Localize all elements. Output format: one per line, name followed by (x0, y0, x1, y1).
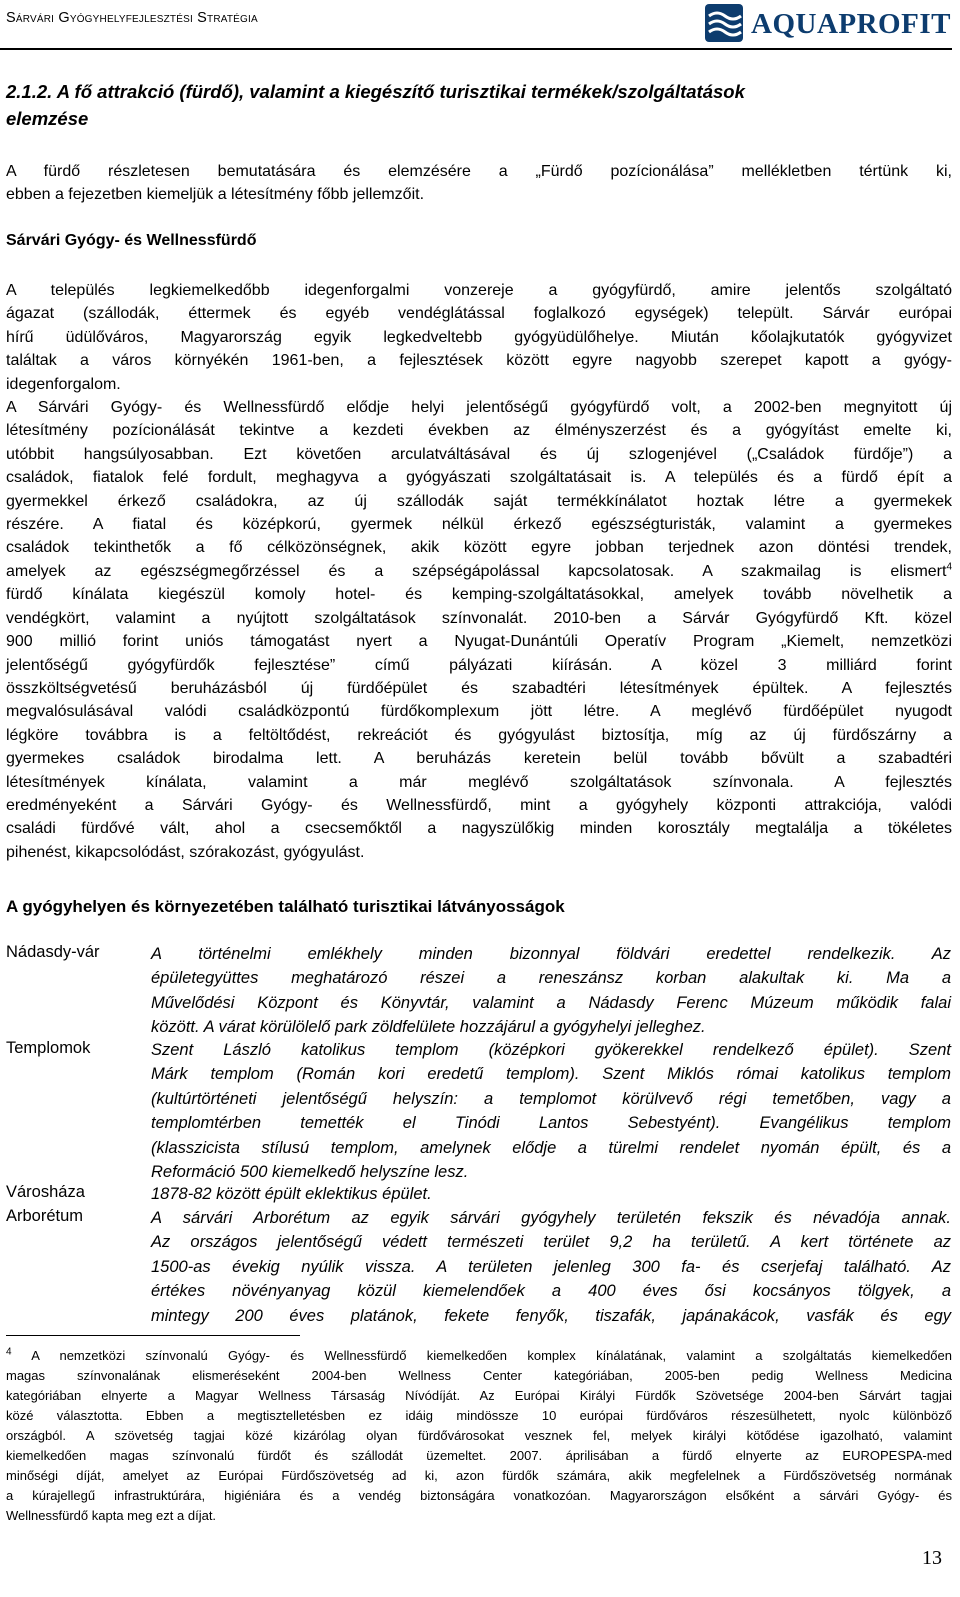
text-line: értékes növényanyag közül kiemelendőek a 400 éves ősi kocsányos tölgyek, a (151, 1282, 951, 1301)
footnote-line: magas színvonalának elismeréseként 2004-ben Wellness Center kategóriában, 2005-ben pedig Wellness Medicina (6, 1368, 952, 1383)
aquaprofit-logo (705, 2, 955, 46)
text-line: amelyek az egészségmegőrzéssel és a szépségápolással kapcsolatosak. A szakmailag is elismert (6, 562, 947, 580)
text-line: A település legkiemelkedőbb idegenforgalmi vonzereje a gyógyfürdő, amire jelentős szolgáltató (6, 282, 952, 299)
text-line: ebben a fejezetben kiemeljük a létesítmény főbb jellemzőit. (6, 186, 425, 204)
text-line: családok tekinthetők a fő célközönségnek, akik között egyre jobban terjednek azon döntési trendek, (6, 539, 952, 557)
text-line: vendégkört, valamint a nyújtott szolgáltatások színvonalát. 2010-ben a Sárvár Gyógyfürdő Kft. közel (6, 609, 952, 627)
text-line: 1500-as évekig nyúlik vissza. A területen jelenleg 300 fa- és cserjefaj található. Az (151, 1257, 951, 1276)
text-line: Márk templom (Román kori eredetű templom). Szent Miklós római katolikus templom (151, 1065, 951, 1084)
attractions-heading: A gyógyhelyen és környezetében található turisztikai látványosságok (6, 897, 565, 916)
footnote (6, 1346, 952, 1526)
footnote-line: közé választotta. Ebben a megtisztelletésben ez idáig mindössze 10 európai fürdőváros részesülhetett, nyolc különböző (6, 1408, 952, 1423)
attraction-term: Arborétum (6, 1207, 84, 1225)
logo-emblem-icon (705, 4, 745, 44)
text-line: Szent László katolikus templom (középkori gyökerekkel rendelkező épület). Szent (151, 1041, 951, 1059)
footnote-line: a kúrajellegű infrastruktúrára, higiéniára és a vendég biztonságára vonatkozóan. Magyarországon elsőként a sárvári Gyógy- és (6, 1488, 952, 1503)
text-line-with-footnote (6, 560, 952, 583)
text-line: A nemzetközi színvonalú Gyógy- és Wellnessfürdő kiemelkedően komplex kínálatának, valamint a szolgáltatás kiemelkedően (31, 1348, 952, 1363)
footnote-line: országból. A szövetség tagjai közé kizárólag olyan fürdővárosokat vesznek fel, melyek királyi kötődése igazolható, valamint (6, 1428, 952, 1443)
footnote-separator (6, 1335, 300, 1336)
text-line: összköltségvetésű beruházásból új fürdőépület és szabadtéri létesítmények épültek. A fejlesztés (6, 679, 952, 697)
attraction-term: Városháza (6, 1183, 85, 1201)
text-line: templomtérben temették el Tinódi Lantos Sebestyént). Evangélikus templom (151, 1114, 951, 1133)
footnote-line: Wellnessfürdő kapta meg ezt a díjat. (6, 1508, 217, 1523)
text-line: gyermekes családok birodalma lett. A beruházás keretein belül tovább bővült a szabadtéri (6, 750, 952, 768)
text-line: hírű üdülőváros, Magyarország egyik legkedveltebb gyógyüdülőhelye. Miután kőolajkutatók gyógyvizet (6, 328, 952, 346)
text-line: idegenforgalom. (6, 375, 121, 393)
subheading: Sárvári Gyógy- és Wellnessfürdő (6, 232, 257, 249)
footnote-line (6, 1346, 952, 1366)
footnote-ref: 4 (946, 561, 952, 573)
section-heading (6, 78, 950, 132)
text-line: 1878-82 között épült eklektikus épület. (151, 1185, 432, 1203)
page-number: 13 (922, 1547, 942, 1569)
header-title: Sárvári Gyógyhelyfejlesztési Stratégia (6, 10, 258, 26)
text-line: Az országos jelentőségű védett természeti terület 9,2 ha területű. A kert története az (151, 1233, 951, 1252)
text-line: létesítmények kínálata, valamint a már meglévő szolgáltatások színvonala. A fejlesztés (6, 773, 952, 791)
intro-paragraph (6, 160, 952, 207)
attraction-term: Templomok (6, 1039, 91, 1057)
text-line: ágazat (szállodák, éttermek és egyéb vendéglátással foglalkozó egységek) települt. Sárvár európai (6, 305, 952, 323)
text-line: gyermekkel érkező családokra, az új szállodák saját termékkínálatot hoztak létre a gyermekek (6, 492, 952, 510)
attraction-description (151, 1182, 951, 1206)
footnote-line: minőségi díját, amelyet az Európai Fürdőszövetség ad ki, azon fürdők számára, akik megfelelnek a Fürdőszövetség normának (6, 1468, 952, 1483)
attraction-term: Nádasdy-vár (6, 943, 100, 961)
text-line: épületegyüttes meghatározó részei a reneszánsz korban alakultak ki. Ma a (151, 969, 951, 988)
text-line: A Sárvári Gyógy- és Wellnessfürdő elődje helyi jelentőségű gyógyfürdő volt, a 2002-ben megnyitott új (6, 399, 952, 417)
footnote-line: kategóriában elnyerte a Magyar Wellness Társaság Nívódíját. Az Európai Királyi Fürdők Szövetsége 2004-ben Sárvárt tagjai (6, 1388, 952, 1403)
logo-text: AQUAPROFIT (751, 8, 951, 40)
section-heading-line: elemzése (6, 108, 89, 129)
text-line: eredményeként a Sárvári Gyógy- és Wellnessfürdő, mint a gyógyhely központi attrakciója, valódi (6, 796, 952, 814)
text-line: utóbbit hangsúlyosabban. Ezt követően arculatváltásával és új szlogenjével („Családok fürdője”) a (6, 445, 952, 463)
text-line: Művelődési Központ és Könyvtár, valamint a Nádasdy Ferenc Múzeum működik falai (151, 993, 951, 1012)
attraction-description (151, 1206, 951, 1328)
text-line: légköre továbbra is a feltöltődést, rekreációt és gyógyulást biztosítja, míg az új fürdőszárny a (6, 726, 952, 744)
text-line: (kultúrtörténeti jelentőségű helyszín: a templomot körülvevő régi temetőben, vagy a (151, 1089, 951, 1108)
text-line: családi fürdővé vált, ahol a csecsemőktől a nagyszülőkig minden korosztály megtalálja a tökéletes (6, 820, 952, 838)
attraction-description (151, 942, 951, 1040)
body-paragraph (6, 279, 952, 864)
footnote-line: kiemelkedően magas színvonalú fürdőt és szállodát üzemeltet. 2007. áprilisában a fürdő elnyerte az EUROPESPA-med (6, 1448, 952, 1463)
text-line: A történelmi emlékhely minden bizonnyal földvári eredettel rendelkezik. Az (151, 945, 951, 963)
text-line: A fürdő részletesen bemutatására és elemzésére a „Fürdő pozícionálása” mellékletben tértünk ki, (6, 163, 952, 180)
text-line: találtak a város környékén 1961-ben, a fejlesztések között egyre nagyobb szerepet kapott a gyógy- (6, 352, 952, 370)
text-line: fürdő kínálata kiegészül komoly hotel- és kemping-szolgáltatásokkal, amelyek tovább növelhetik a (6, 586, 952, 604)
text-line: létesítmény pozícionálását tekintve a kezdeti években az élményszerzést és a gyógyítást emelte ki, (6, 422, 952, 440)
attraction-description (151, 1038, 951, 1184)
text-line: mintegy 200 éves platánok, fekete fenyők, tiszafák, japánakácok, vasfák és egy (151, 1306, 951, 1325)
footnote-number: 4 (6, 1346, 12, 1358)
text-line: jelentőségű gyógyfürdők fejlesztése” című pályázati kiírásán. A közel 3 milliárd forint (6, 656, 952, 674)
section-heading-line: 2.1.2. A fő attrakció (fürdő), valamint a kiegészítő turisztikai termékek/szolgáltatások (6, 81, 745, 102)
text-line: Reformáció 500 kiemelkedő helyszíne lesz. (151, 1163, 469, 1182)
header-rule (0, 48, 952, 50)
text-line: 900 millió forint uniós támogatást nyert a Nyugat-Dunántúli Operatív Program „Kiemelt, nemzetközi (6, 633, 952, 651)
text-line: pihenést, kikapcsolódást, szórakozást, gyógyulást. (6, 843, 365, 861)
text-line: (klasszicista stílusú templom, amelynek elődje a türelmi rendelet nyomán épült, és a (151, 1138, 951, 1157)
text-line: között. A várat körülölelő park zöldfelülete hozzájárul a gyógyhelyi jelleghez. (151, 1018, 706, 1037)
text-line: A sárvári Arborétum az egyik sárvári gyógyhely területén fekszik és névadója annak. (151, 1209, 951, 1227)
text-line: részére. A fiatal és középkorú, gyermek nélkül érkező egészségturisták, valamint a gyermekes (6, 516, 952, 534)
text-line: megvalósulásával valódi családközpontú fürdőkomplexum jött létre. A meglévő fürdőépület nyugodt (6, 703, 952, 721)
text-line: családok, fiatalok felé fordult, meghagyva a gyógyászati szolgáltatásait is. A település és a fürdő épít a (6, 469, 952, 487)
